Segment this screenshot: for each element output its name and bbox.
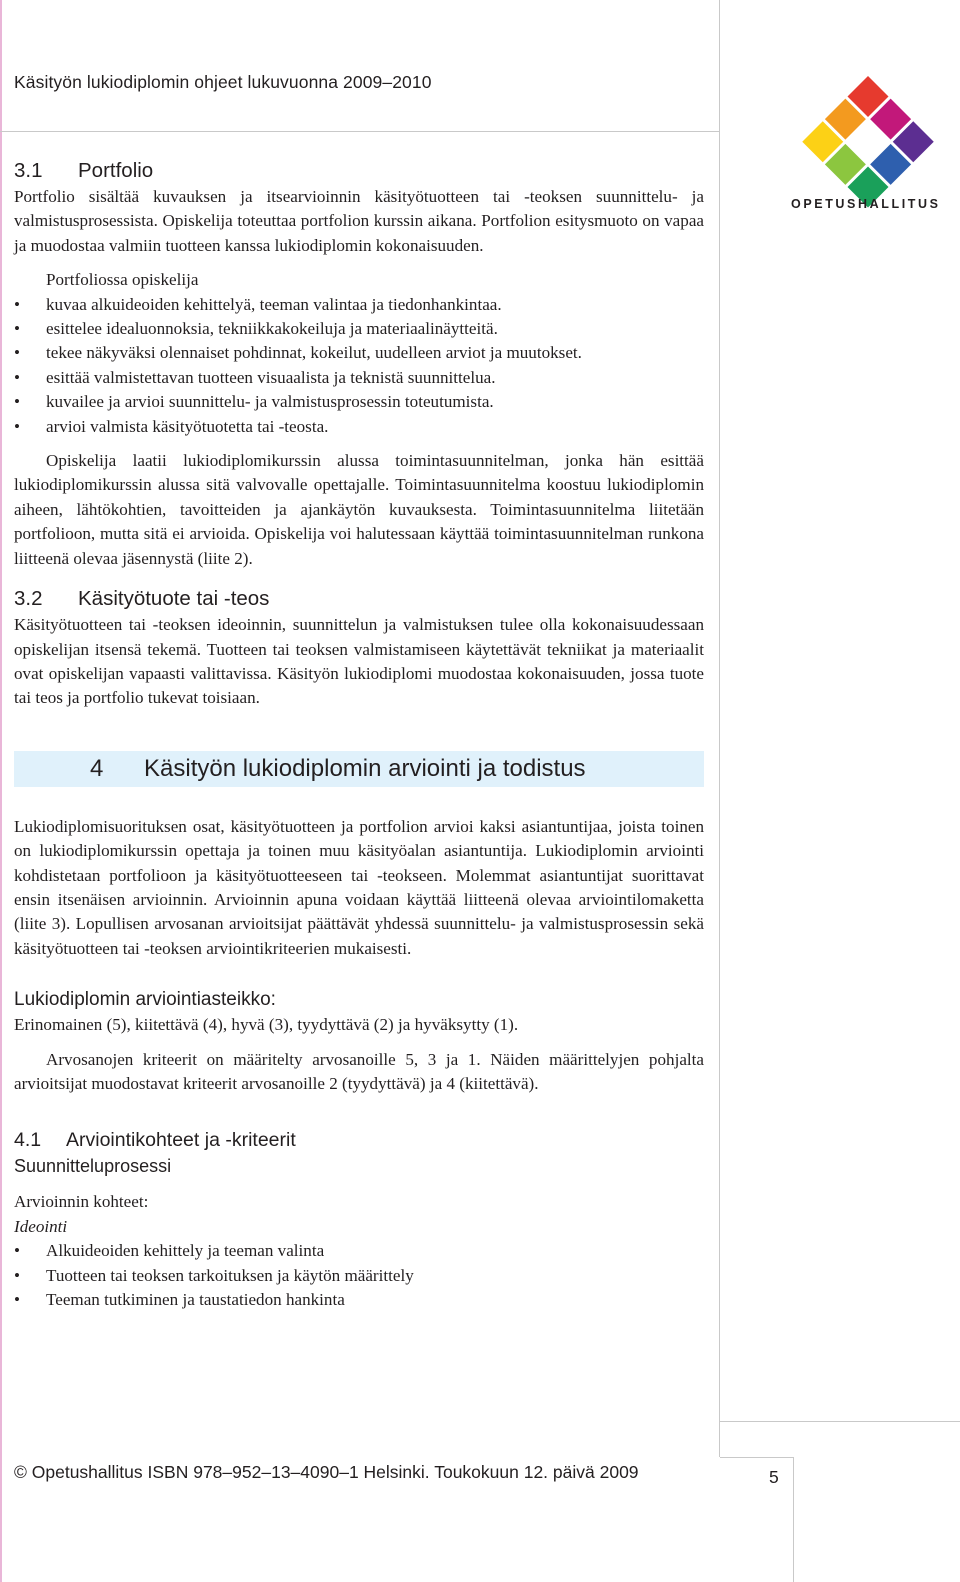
- category-label: Ideointi: [14, 1216, 68, 1236]
- bullet-icon: •: [14, 343, 20, 363]
- chapter-title: Käsityön lukiodiplomin arviointi ja todistus: [144, 754, 586, 782]
- bullet-icon: •: [14, 367, 20, 387]
- section-title: Arviointikohteet ja -kriteerit: [66, 1129, 296, 1152]
- subsection-title: Suunnitteluprosessi: [14, 1156, 172, 1177]
- list-item: • kuvaa alkuideoiden kehittelyä, teeman valintaa ja tiedonhankintaa.: [14, 293, 704, 317]
- bullet-icon: •: [14, 392, 20, 412]
- header-divider: [0, 131, 720, 132]
- logo-wordmark: OPETUSHALLITUS: [791, 197, 941, 211]
- list-item: • arvioi valmista käsityötuotetta tai -teosta.: [14, 415, 704, 439]
- page-edge: [0, 0, 2, 1582]
- chapter-number: 4: [90, 754, 104, 782]
- section-number: 4.1: [14, 1129, 42, 1152]
- main-content: [14, 157, 704, 1312]
- footer-rule-right: [720, 1421, 960, 1422]
- section-number: 3.1: [14, 159, 43, 182]
- section-title: Käsityötuote tai -teos: [78, 587, 270, 611]
- bullet-icon: •: [14, 1290, 20, 1309]
- list-item: • esittelee idealuonnoksia, tekniikkakokeiluja ja materiaalinäytteitä.: [14, 317, 704, 341]
- bullet-icon: •: [14, 1265, 20, 1285]
- ideation-bullet-list: [14, 1239, 704, 1312]
- list-item: • esittää valmistettavan tuotteen visuaalista ja teknistä suunnittelua.: [14, 366, 704, 390]
- list-item: • Alkuideoiden kehittely ja teeman valinta: [14, 1239, 704, 1263]
- portfolio-bullet-list: [14, 293, 704, 439]
- list-item: • Teeman tutkiminen ja taustatiedon hankinta: [14, 1288, 704, 1312]
- footer-divider: [793, 1457, 794, 1582]
- list-intro: Portfoliossa opiskelija: [46, 270, 199, 290]
- section-3-1-closing: Opiskelija laatii lukiodiplomikurssin alussa toimintasuunnitelman, jonka hän esittää lukiodiplomikurssin alussa sitä valvovalle opettajalle. Toimintasuunnitelma koostuu lukiodiplomin aiheen, lähtökohtien, tavoitteiden ja ajankäytön kuvauksesta. Toimintasuunnitelma liitetään portfolioon, mutta sitä ei arvioida. Opiskelija voi halutessaan käyttää toimintasuunnitelman runkona liitteenä olevaa jäsennystä (liite 2).: [14, 451, 704, 568]
- section-number: 3.2: [14, 587, 43, 611]
- list-item: • kuvailee ja arvioi suunnittelu- ja valmistusprosessin toteutumista.: [14, 390, 704, 414]
- running-header: Käsityön lukiodiplomin ohjeet lukuvuonna 2009–2010: [14, 72, 432, 92]
- footer-copyright: © Opetushallitus ISBN 978–952–13–4090–1 Helsinki. Toukokuun 12. päivä 2009: [14, 1462, 639, 1482]
- bullet-icon: •: [14, 416, 20, 436]
- bullet-icon: •: [14, 294, 20, 314]
- grading-criteria: Arvosanojen kriteerit on määritelty arvosanoille 5, 3 ja 1. Näiden määrittelyjen pohjalta arvioitsijat muodostavat kriteerit arvosanoille 2 (tyydyttävä) ja 4 (kiitettävä).: [14, 1049, 704, 1093]
- page-number: 5: [769, 1467, 779, 1487]
- column-divider: [719, 0, 720, 1457]
- chapter-4-heading: [14, 751, 704, 787]
- section-3-2-body: Käsityötuotteen tai -teoksen ideoinnin, suunnittelun ja valmistuksen tulee olla kokonaisuudessaan opiskelijan itsensä tekemä. Tuotteen tai teoksen valmistamiseen käytettävät tekniikat ja materiaalit ovat opiskelijan vapaasti valittavissa. Käsityön lukiodiplomi muodostaa kokonaisuuden, jossa tuote tai teos ja portfolio tukevat toisiaan.: [14, 615, 704, 708]
- section-3-1-heading: [14, 157, 704, 185]
- bullet-icon: •: [14, 1241, 20, 1261]
- list-item: • tekee näkyväksi olennaiset pohdinnat, kokeilut, uudelleen arviot ja muutokset.: [14, 341, 704, 365]
- footer-rule-short: [720, 1457, 793, 1458]
- list-item: • Tuotteen tai teoksen tarkoituksen ja käytön määrittely: [14, 1264, 704, 1288]
- section-title: Portfolio: [78, 159, 154, 182]
- grading-scale-values: Erinomainen (5), kiitettävä (4), hyvä (3), tyydyttävä (2) ja hyväksytty (1).: [14, 1015, 519, 1035]
- bullet-icon: •: [14, 319, 20, 339]
- chapter-4-body: Lukiodiplomisuorituksen osat, käsityötuotteen ja portfolion arvioi kaksi asiantuntijaa, joista toinen on lukiodiplomikurssin opettaja ja toinen muu käsityöalan asiantuntija. Lukiodiplomin arviointi kohdistetaan portfolioon ja käsityötuotteeseen tai -teokseen. Molemmat asiantuntijat suorittavat ensin itsenäisen arvioinnin. Arvioinnin apuna voidaan käyttää liitteenä olevaa arviointilomaketta (liite 3). Lopullisen arvosanan arvioitsijat päättävät yhdessä suunnittelu- ja valmistusprosessin sekä käsityötuotteen tai -teoksen arviointikriteerien mukaisesti.: [14, 816, 704, 958]
- grading-scale-heading: Lukiodiplomin arviointiasteikko:: [14, 989, 276, 1011]
- section-3-1-intro: Portfolio sisältää kuvauksen ja itsearvioinnin käsityötuotteen tai -teoksen suunnittelu- ja valmistusprosessista. Opiskelija toteuttaa portfolion kurssin aikana. Portfolion esitysmuoto on vapaa ja muodostaa valmiin tuotteen kanssa lukiodiplomin kokonaisuuden.: [14, 187, 704, 255]
- section-4-1-heading: [14, 1126, 704, 1154]
- targets-label: Arvioinnin kohteet:: [14, 1192, 149, 1212]
- section-3-2-heading: [14, 585, 704, 613]
